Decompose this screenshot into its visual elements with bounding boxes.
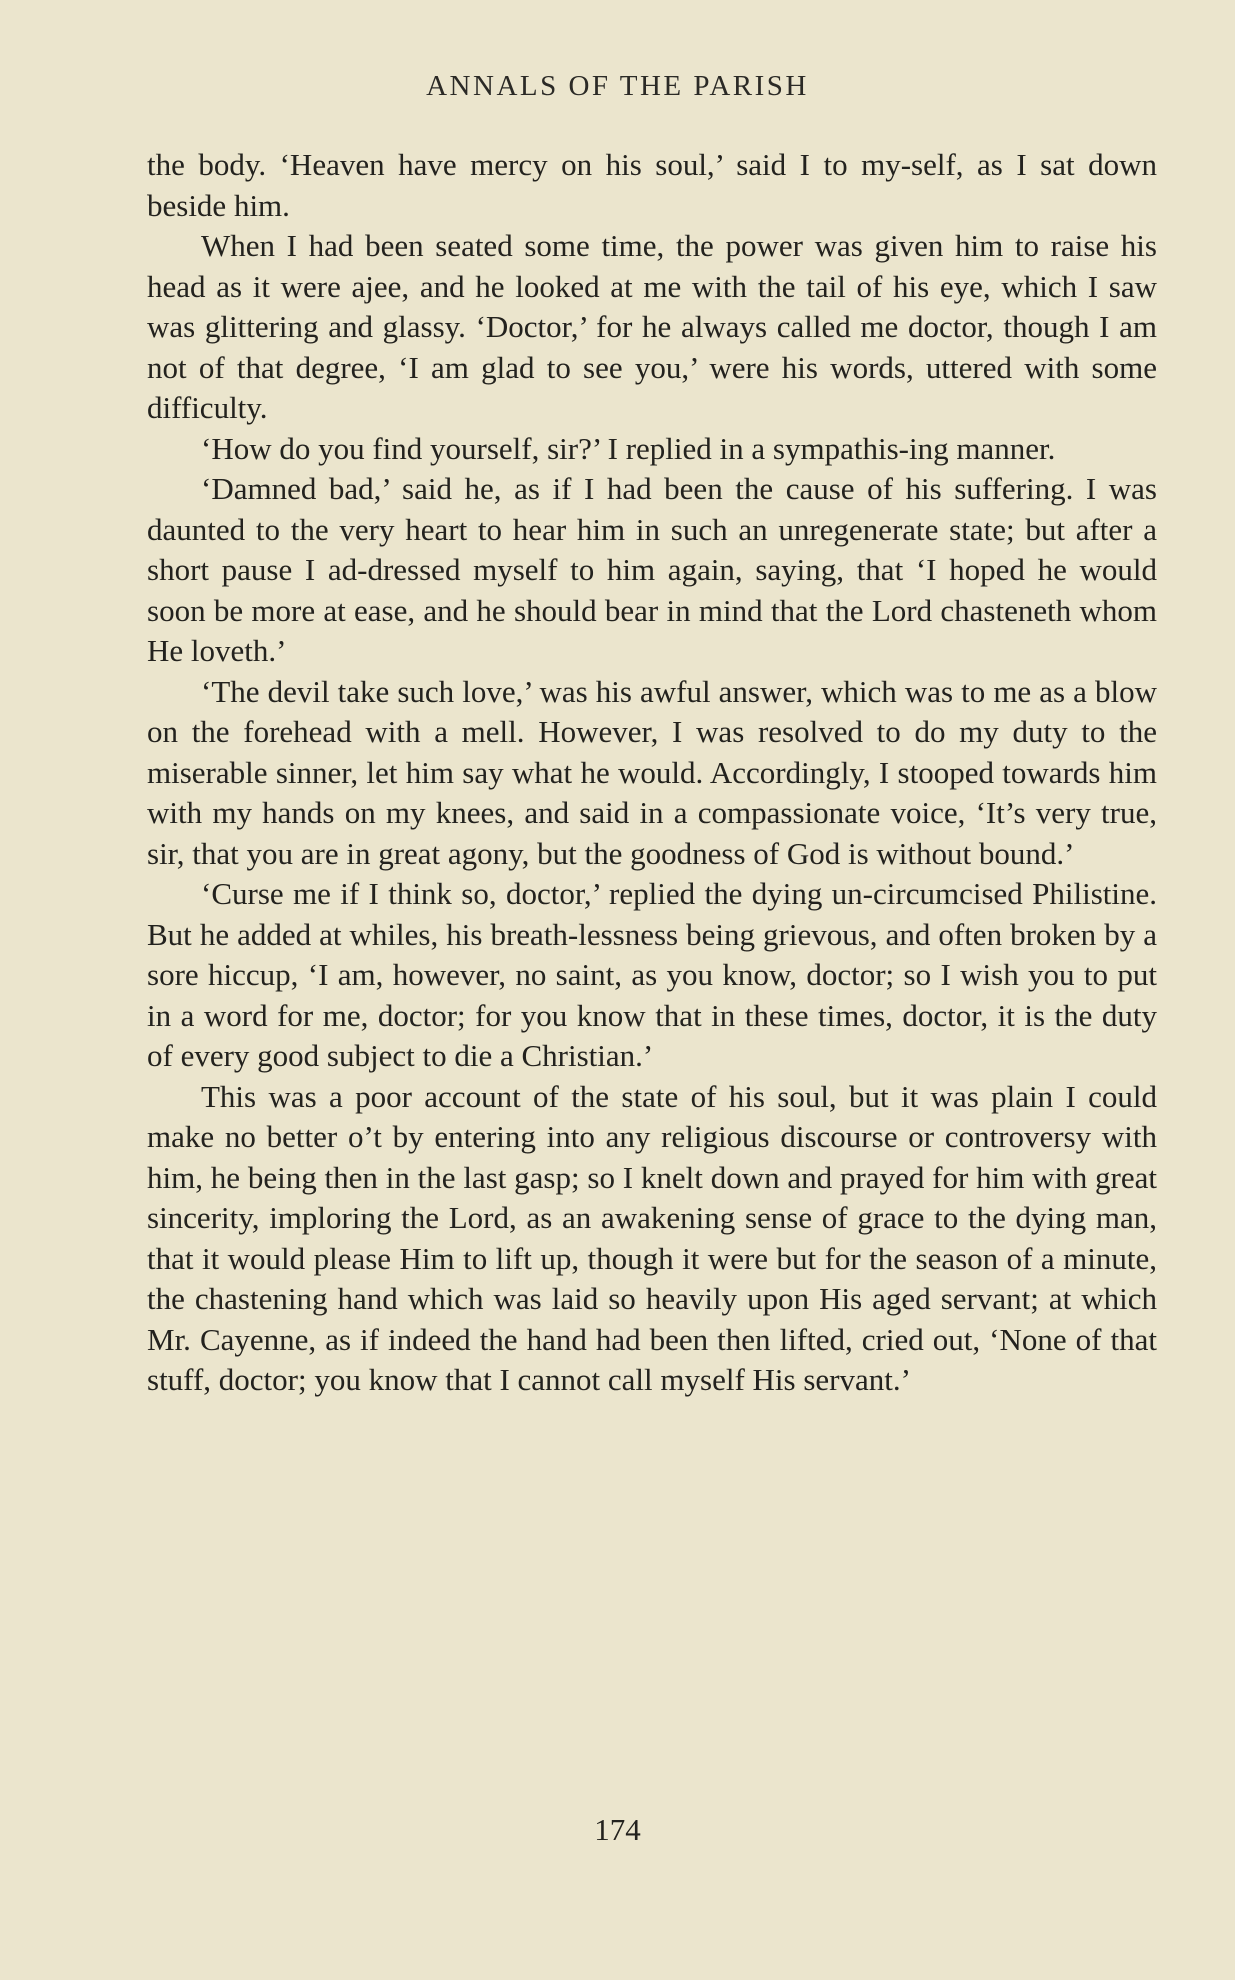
paragraph: the body. ‘Heaven have mercy on his soul,’ said I to my-self, as I sat down beside him. [147,147,1157,223]
body-text [147,145,1157,1401]
running-head: ANNALS OF THE PARISH [426,70,809,102]
paragraph: ‘How do you find yourself, sir?’ I replied in a sympathis-ing manner. [201,430,1056,466]
paragraph: ‘The devil take such love,’ was his awful answer, which was to me as a blow on the forehead with a mell. However, I was resolved to do my duty to the miserable sinner, let him say what he would. Accordingly, I stooped towards him with my hands on my knees, and said in a compassionate voice, ‘It’s very true, sir, that you are in great agony, but the goodness of God is without bound.’ [147,673,1157,871]
paragraph: This was a poor account of the state of his soul, but it was plain I could make no better o’t by entering into any religious discourse or controversy with him, he being then in the last gasp; so I knelt down and prayed for him with great sincerity, imploring the Lord, as an awakening sense of grace to the dying man, that it would please Him to lift up, though it were but for the season of a minute, the chastening hand which was laid so heavily upon His aged servant; at which Mr. Cayenne, as if indeed the hand had been then lifted, cried out, ‘None of that stuff, doctor; you know that I cannot call myself His servant.’ [147,1078,1157,1397]
paragraph: When I had been seated some time, the power was given him to raise his head as it were ajee, and he looked at me with the tail of his eye, which I saw was glittering and glassy. ‘Doctor,’ for he always called me doctor, though I am not of that degree, ‘I am glad to see you,’ were his words, uttered with some difficulty. [147,228,1157,425]
page-number: 174 [594,1812,641,1847]
paragraph: ‘Curse me if I think so, doctor,’ replied the dying un-circumcised Philistine. But he added at whiles, his breath-lessness being grievous, and often broken by a sore hiccup, ‘I am, however, no saint, as you know, doctor; so I wish you to put in a word for me, doctor; for you know that in these times, doctor, it is the duty of every good subject to die a Christian.’ [147,876,1157,1073]
paragraph: ‘Damned bad,’ said he, as if I had been the cause of his suffering. I was daunted to the very heart to hear him in such an unregenerate state; but after a short pause I ad-dressed myself to him again, saying, that ‘I hoped he would soon be more at ease, and he should bear in mind that the Lord chasteneth whom He loveth.’ [147,471,1157,668]
